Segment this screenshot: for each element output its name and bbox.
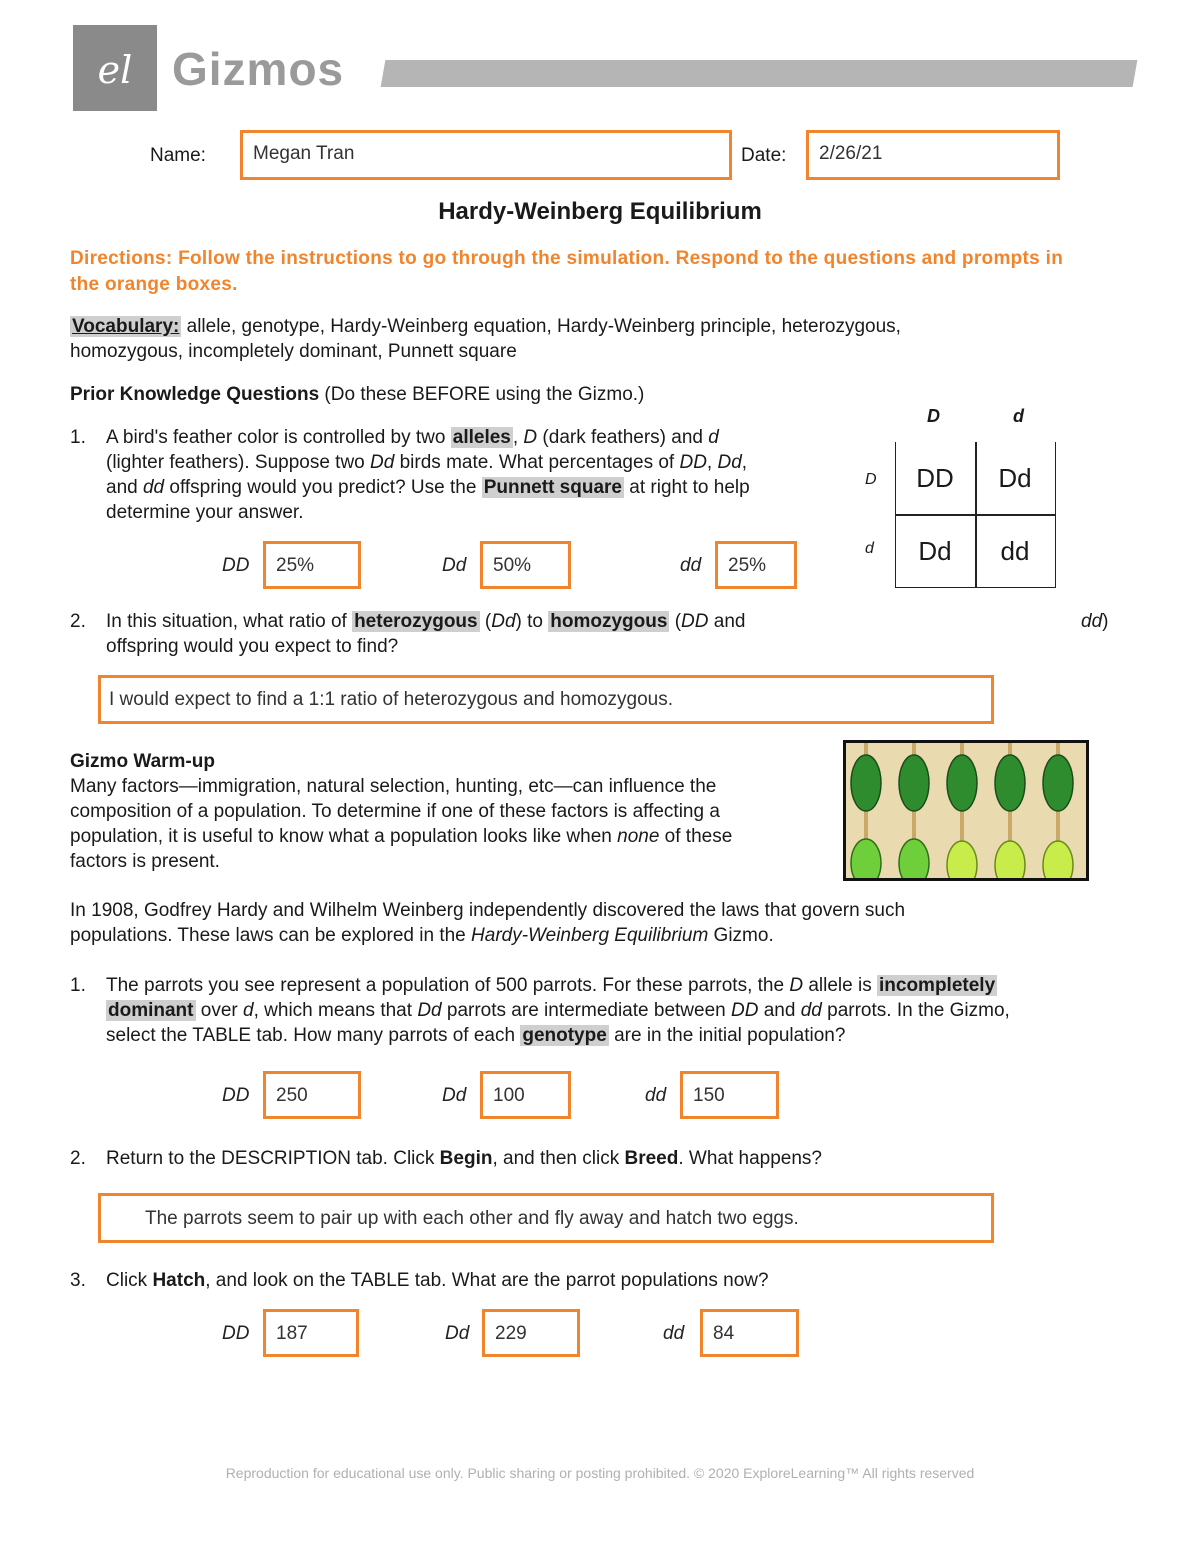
answer-field-Dd[interactable]: 100: [480, 1071, 571, 1119]
answer-label-DD: DD: [222, 555, 250, 576]
parrots-illustration: [846, 743, 1086, 878]
vocabulary-label: Vocabulary:: [72, 316, 180, 337]
answer-field-DD[interactable]: 250: [263, 1071, 361, 1119]
answer-field-dd[interactable]: 84: [700, 1309, 799, 1357]
punnett-square: [855, 400, 1075, 600]
answer-label-Dd: Dd: [442, 1085, 467, 1106]
warmup-q2-answer-field[interactable]: The parrots seem to pair up with each other and fly away and hatch two eggs.: [98, 1193, 994, 1243]
date-label: Date:: [741, 145, 787, 166]
vocabulary: Vocabulary: allele, genotype, Hardy-Weinberg equation, Hardy-Weinberg principle, heterozygous, homozygous, incompletely dominant, Punnett square: [70, 316, 901, 362]
punnett-cell: DD: [916, 462, 954, 493]
prior-q2-text: In this situation, what ratio of heterozygous (Dd) to homozygous (DD and offspring would you expect to find?: [106, 611, 746, 657]
answer-label-Dd: Dd: [445, 1323, 470, 1344]
name-label: Name:: [150, 145, 206, 166]
name-field[interactable]: [240, 130, 732, 180]
question-number: 1.: [70, 975, 86, 996]
prior-q2-dd: dd): [1081, 611, 1109, 632]
header-bar: [381, 60, 1138, 87]
warmup-q1-text: The parrots you see represent a population of 500 parrots. For these parrots, the D allele is incompletely dominant over d, which means that Dd parrots are intermediate between DD and dd parrots. In the Gizmo, select the TABLE tab. How many parrots of each genotype are in the initial population?: [106, 975, 1010, 1046]
answer-field-Dd[interactable]: 50%: [480, 541, 571, 589]
warmup-heading: Gizmo Warm-up: [70, 751, 215, 772]
answer-field-Dd[interactable]: 229: [482, 1309, 580, 1357]
punnett-col-header: D: [927, 406, 940, 426]
prior-q2-answer-field[interactable]: I would expect to find a 1:1 ratio of heterozygous and homozygous.: [98, 675, 994, 724]
answer-field-dd[interactable]: 25%: [715, 541, 797, 589]
question-number: 2.: [70, 611, 86, 632]
warmup-paragraph-1: Many factors—immigration, natural selection, hunting, etc—can influence the composition of a population. To determine if one of these factors is affecting a population, it is useful to know what a population looks like when none of these factors is present.: [70, 776, 733, 872]
prior-knowledge-heading: Prior Knowledge Questions (Do these BEFORE using the Gizmo.): [70, 384, 645, 405]
answer-label-dd: dd: [645, 1085, 667, 1106]
footer-copyright: Reproduction for educational use only. Public sharing or posting prohibited. © 2020 ExploreLearning™ All rights reserved: [225, 1465, 975, 1481]
punnett-row-header: d: [865, 540, 874, 557]
answer-label-dd: dd: [663, 1323, 685, 1344]
question-number: 2.: [70, 1148, 86, 1169]
answer-label-Dd: Dd: [442, 555, 467, 576]
question-number: 1.: [70, 427, 86, 448]
page-title: Hardy-Weinberg Equilibrium: [438, 198, 762, 225]
punnett-cell: Dd: [918, 536, 952, 566]
warmup-q2-text: Return to the DESCRIPTION tab. Click Begin, and then click Breed. What happens?: [106, 1148, 822, 1169]
answer-field-DD[interactable]: 187: [263, 1309, 359, 1357]
gizmos-logo-mark: [73, 25, 157, 111]
punnett-col-header: d: [1013, 406, 1024, 426]
prior-q1-text: A bird's feather color is controlled by two alleles , D (dark feathers) and d (lighter feathers). Suppose two Dd birds mate. What percentages of DD, Dd, and dd offspring would you predict? Use the Punnett square at right to help determine your answer.: [106, 427, 750, 523]
question-number: 3.: [70, 1270, 86, 1291]
answer-label-dd: dd: [680, 555, 702, 576]
warmup-paragraph-2: In 1908, Godfrey Hardy and Wilhelm Weinberg independently discovered the laws that govern such populations. These laws can be explored in the Hardy-Weinberg Equilibrium Gizmo.: [70, 900, 906, 946]
date-field[interactable]: [806, 130, 1060, 180]
punnett-cell: Dd: [998, 462, 1032, 493]
answer-field-dd[interactable]: 150: [680, 1071, 779, 1119]
punnett-cell: dd: [1000, 536, 1030, 566]
el-logo-icon: [73, 25, 157, 111]
answer-label-DD: DD: [222, 1323, 250, 1344]
answer-label-DD: DD: [222, 1085, 250, 1106]
gizmos-logo-text: Gizmos: [172, 43, 345, 95]
parrot-population-image: [843, 740, 1089, 881]
svg-text:el: el: [97, 48, 133, 92]
answer-field-DD[interactable]: 25%: [263, 541, 361, 589]
punnett-row-header: D: [865, 471, 877, 488]
warmup-q3-text: Click Hatch, and look on the TABLE tab. What are the parrot populations now?: [106, 1270, 769, 1291]
date-value: 2/26/21: [819, 143, 883, 164]
name-value: Megan Tran: [253, 143, 355, 164]
directions: Directions: Follow the instructions to go through the simulation. Respond to the questions and prompts in the orange boxes.: [70, 248, 1064, 295]
